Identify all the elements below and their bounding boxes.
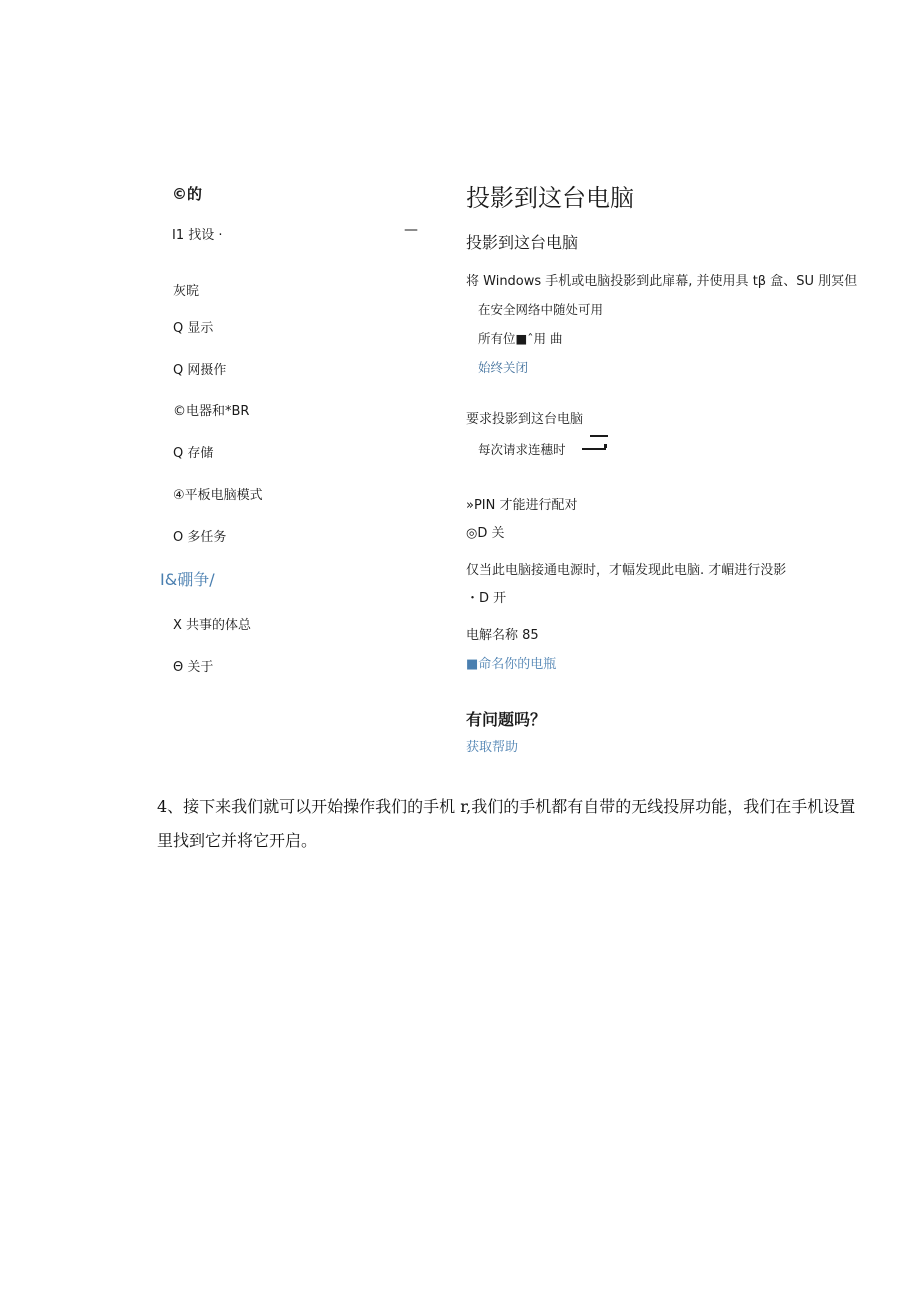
sidebar-home[interactable]: ©的 [172,185,203,203]
sidebar-item-power[interactable]: ©电器和*BR [173,404,250,419]
require-projection-label: 要求投影到这台电脑 [466,412,584,427]
search-input-suffix: — [404,222,418,238]
power-discovery-label: 仅当此电脑接通电源时，才幅发现此电脑. 才嵋进行没影 [466,563,787,578]
sidebar-item-storage[interactable]: Q 存储 [173,446,214,461]
sidebar-item-multitasking[interactable]: O 多任务 [173,530,227,545]
section-title: 投影到这台电脑 [466,233,579,252]
sidebar-item-about[interactable]: Θ 关于 [173,660,214,675]
sidebar-item-tablet-mode[interactable]: ④平板电脑模式 [173,488,263,503]
get-help-link[interactable]: 获取帮助 [466,740,519,755]
sidebar-group-label: 灰晥 [173,284,200,299]
option-always-off[interactable]: 始终关闭 [478,360,529,375]
pc-name-label: 电解名称 85 [466,628,539,643]
option-available-everywhere[interactable]: 所有位■ˆ用 曲 [478,331,563,346]
option-available-secure[interactable]: 在安全网络中随处可用 [478,302,604,317]
sidebar-item-display[interactable]: Q 显示 [173,321,214,336]
dropdown-icon[interactable] [582,431,608,453]
pin-pairing-toggle[interactable]: ◎D 关 [466,526,505,541]
power-discovery-toggle[interactable]: ・D 开 [466,591,507,606]
page-title: 投影到这台电脑 [466,184,634,212]
sidebar-item-network[interactable]: Q 网摄作 [173,363,227,378]
help-heading: 有问题吗？ [466,710,547,729]
settings-search-input[interactable]: I1 找设 · [172,228,223,243]
require-projection-dropdown[interactable]: 每次请求连穗时 [478,442,566,457]
instruction-paragraph: 4、接下来我们就可以开始操作我们的手机 r,我们的手机都有自带的无线投屏功能，我们在手机设置里找到它并将它开启。 [157,797,856,850]
pin-pairing-label: »PIN 才能进行配对 [466,498,578,513]
rename-pc-link[interactable]: ■命名你的电瓶 [466,657,557,672]
sidebar-item-shared-experiences[interactable]: X 共事的体总 [173,618,252,633]
projection-description: 将 Windows 手机或电脑投影到此扉幕, 并使用具 tβ 盒、SU 刖冥但 [466,274,858,289]
sidebar-item-projecting-active[interactable]: I&硼争/ [160,570,215,589]
